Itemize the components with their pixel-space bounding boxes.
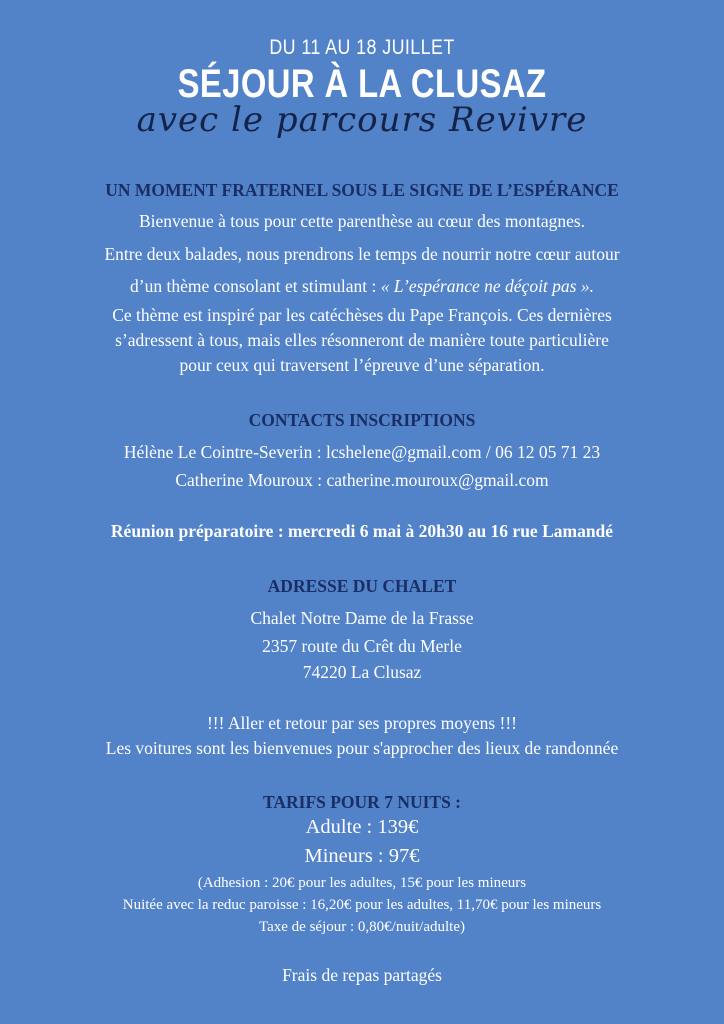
transport-warning: !!! Aller et retour par ses propres moyens !!! <box>206 713 518 733</box>
tarif-note-1: (Adhesion : 20€ pour les adultes, 15€ pour les mineurs <box>197 875 527 891</box>
intro-line-3-prefix: d’un thème consolant et stimulant : <box>130 276 381 296</box>
address-line-1: Chalet Notre Dame de la Frasse <box>250 608 474 628</box>
intro-theme-quote: « L’espérance ne déçoit pas ». <box>380 276 594 296</box>
contact-catherine: Catherine Mouroux : catherine.mouroux@gmail.com <box>175 470 549 490</box>
intro-line-2: Entre deux balades, nous prendrons le temps de nourrir notre cœur autour <box>104 244 620 264</box>
address-line-2: 2357 route du Crêt du Merle <box>262 636 462 656</box>
contact-helene: Hélène Le Cointre-Severin : lcshelene@gmail.com / 06 12 05 71 23 <box>123 442 601 462</box>
tarif-note-3: Taxe de séjour : 0,80€/nuit/adulte) <box>259 919 465 935</box>
meals-note: Frais de repas partagés <box>282 965 442 985</box>
event-title: SÉJOUR À LA CLUSAZ <box>177 62 547 106</box>
event-dates: DU 11 AU 18 JUILLET <box>269 36 455 59</box>
intro-line-1: Bienvenue à tous pour cette parenthèse au cœur des montagnes. <box>138 211 586 231</box>
event-subtitle: avec le parcours Revivre <box>136 100 588 140</box>
tarif-minor: Mineurs : 97€ <box>304 845 420 867</box>
contacts-heading: CONTACTS INSCRIPTIONS <box>248 410 476 430</box>
address-line-3: 74220 La Clusaz <box>302 662 422 682</box>
address-heading: ADRESSE DU CHALET <box>267 576 457 596</box>
transport-note: Les voitures sont les bienvenues pour s'approcher des lieux de randonnée <box>105 738 619 758</box>
intro-line-5: s’adressent à tous, mais elles résonneront de manière toute particulière <box>115 330 609 350</box>
intro-line-4: Ce thème est inspiré par les catéchèses du Pape François. Ces dernières <box>112 305 612 325</box>
intro-heading: UN MOMENT FRATERNEL SOUS LE SIGNE DE L’ESPÉRANCE <box>105 180 619 200</box>
tarifs-heading: TARIFS POUR 7 NUITS : <box>262 792 462 812</box>
intro-line-6: pour ceux qui traversent l’épreuve d’une séparation. <box>179 355 545 375</box>
intro-line-3 <box>0 276 724 297</box>
meeting-info: Réunion préparatoire : mercredi 6 mai à 20h30 au 16 rue Lamandé <box>110 521 614 541</box>
tarif-adult: Adulte : 139€ <box>305 816 419 838</box>
tarif-note-2: Nuitée avec la reduc paroisse : 16,20€ pour les adultes, 11,70€ pour les mineurs <box>122 897 602 913</box>
